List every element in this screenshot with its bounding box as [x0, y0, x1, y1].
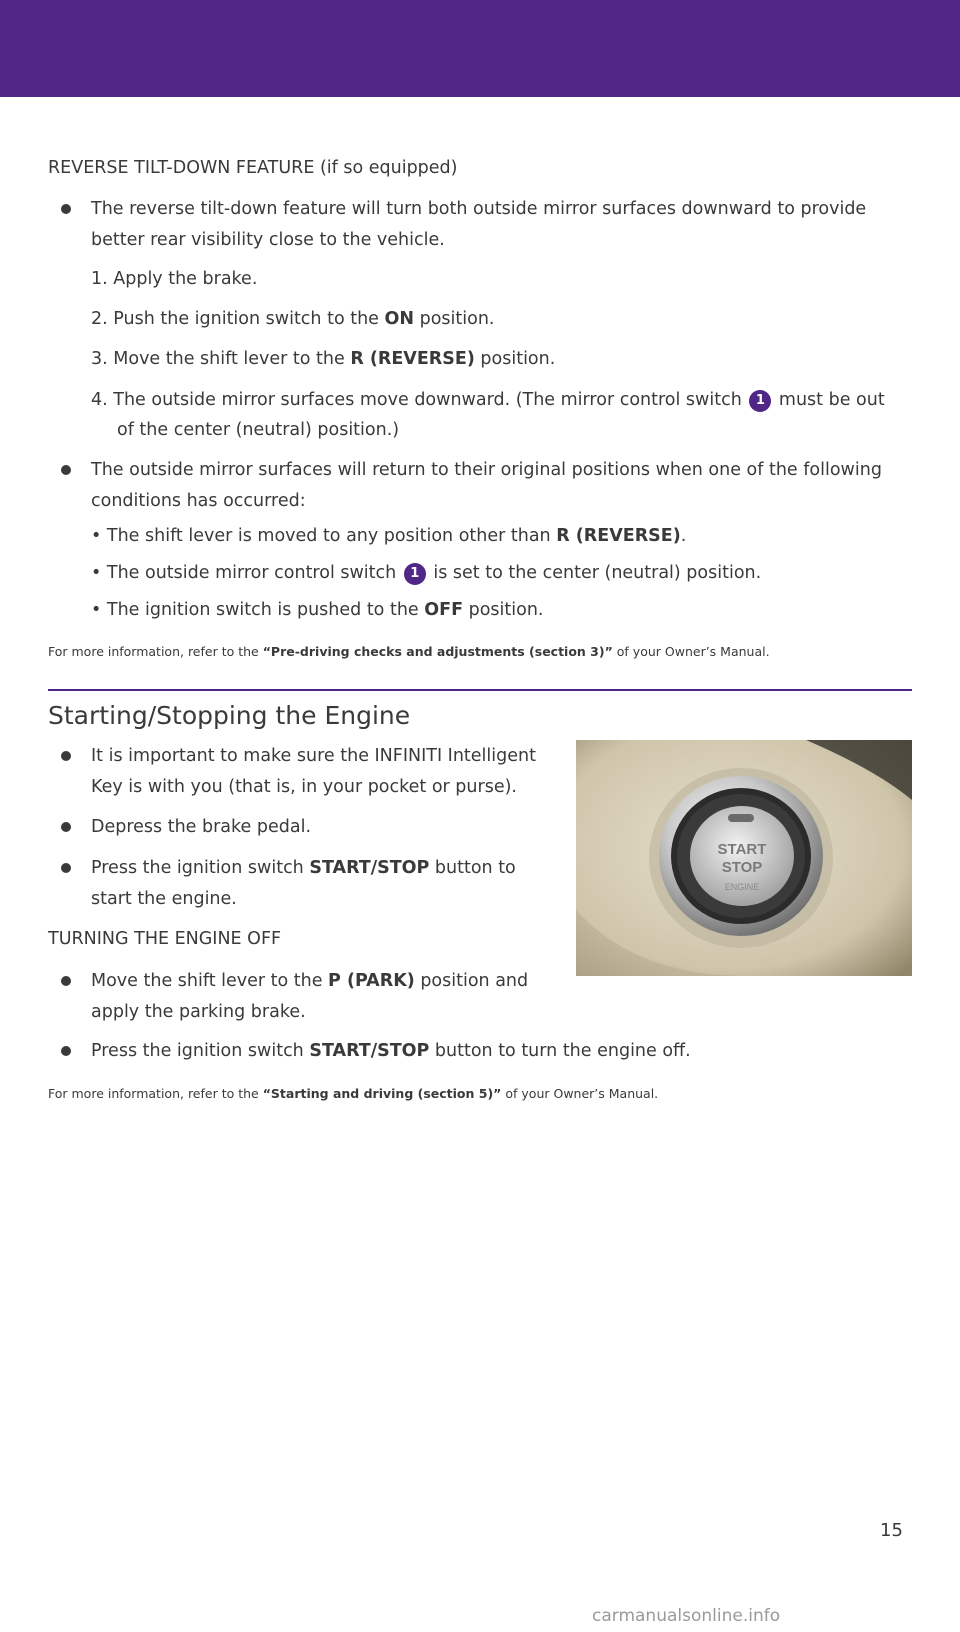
condition-3: • The ignition switch is pushed to the OFF position.	[91, 600, 544, 620]
button-label-engine: ENGINE	[724, 882, 760, 892]
start-stop-button-illustration	[576, 740, 912, 976]
engine-bullet-1-line-1: It is important to make sure the INFINITI Intelligent	[91, 746, 536, 766]
bullet-icon	[61, 976, 71, 986]
condition-1: • The shift lever is moved to any position other than R (REVERSE).	[91, 526, 687, 546]
condition-2: • The outside mirror control switch 1 is set to the center (neutral) position.	[91, 563, 762, 583]
engine-reference-note: For more information, refer to the “Starting and driving (section 5)” of your Owner’s Manual.	[48, 1086, 659, 1101]
bullet-icon	[61, 863, 71, 873]
button-label-stop: STOP	[721, 859, 763, 876]
bullet-icon	[61, 465, 71, 475]
engine-off-heading: TURNING THE ENGINE OFF	[48, 929, 282, 949]
callout-1-badge: 1	[404, 563, 426, 585]
engine-bullet-4-line-1: Move the shift lever to the P (PARK) position and	[91, 971, 529, 991]
callout-1-badge: 1	[749, 390, 771, 412]
step-4: 4. The outside mirror surfaces move downward. (The mirror control switch 1 must be out	[91, 390, 885, 410]
reverse-bullet-2-line-2: conditions has occurred:	[91, 491, 306, 511]
start-stop-button-photo	[576, 740, 912, 976]
engine-bullet-2: Depress the brake pedal.	[91, 817, 312, 837]
step-2: 2. Push the ignition switch to the ON position.	[91, 309, 495, 329]
bullet-icon	[61, 751, 71, 761]
bullet-icon	[61, 204, 71, 214]
reverse-tilt-heading: REVERSE TILT-DOWN FEATURE (if so equipped)	[48, 158, 458, 178]
engine-bullet-3-line-2: start the engine.	[91, 889, 237, 909]
reverse-bullet-1-line-1: The reverse tilt-down feature will turn both outside mirror surfaces downward to provide	[91, 199, 867, 219]
reverse-reference-note: For more information, refer to the “Pre-driving checks and adjustments (section 3)” of your Owner’s Manual.	[48, 644, 770, 659]
engine-bullet-1-line-2: Key is with you (that is, in your pocket or purse).	[91, 777, 517, 797]
section-divider	[48, 689, 912, 691]
button-label-start: START	[717, 841, 767, 858]
engine-bullet-3-line-1: Press the ignition switch START/STOP button to	[91, 858, 516, 878]
step-1: 1. Apply the brake.	[91, 269, 258, 289]
engine-bullet-4-line-2: apply the parking brake.	[91, 1002, 306, 1022]
reverse-bullet-1-line-2: better rear visibility close to the vehicle.	[91, 230, 445, 250]
step-4-line-2: of the center (neutral) position.)	[117, 420, 400, 440]
bullet-icon	[61, 1046, 71, 1056]
watermark: carmanualsonline.info	[592, 1606, 781, 1626]
header-band	[0, 0, 960, 97]
bullet-icon	[61, 822, 71, 832]
page-number: 15	[880, 1520, 903, 1541]
reverse-bullet-2-line-1: The outside mirror surfaces will return to their original positions when one of the following	[91, 460, 882, 480]
engine-bullet-5: Press the ignition switch START/STOP button to turn the engine off.	[91, 1041, 691, 1061]
step-3: 3. Move the shift lever to the R (REVERSE) position.	[91, 349, 556, 369]
section-title: Starting/Stopping the Engine	[48, 701, 411, 730]
